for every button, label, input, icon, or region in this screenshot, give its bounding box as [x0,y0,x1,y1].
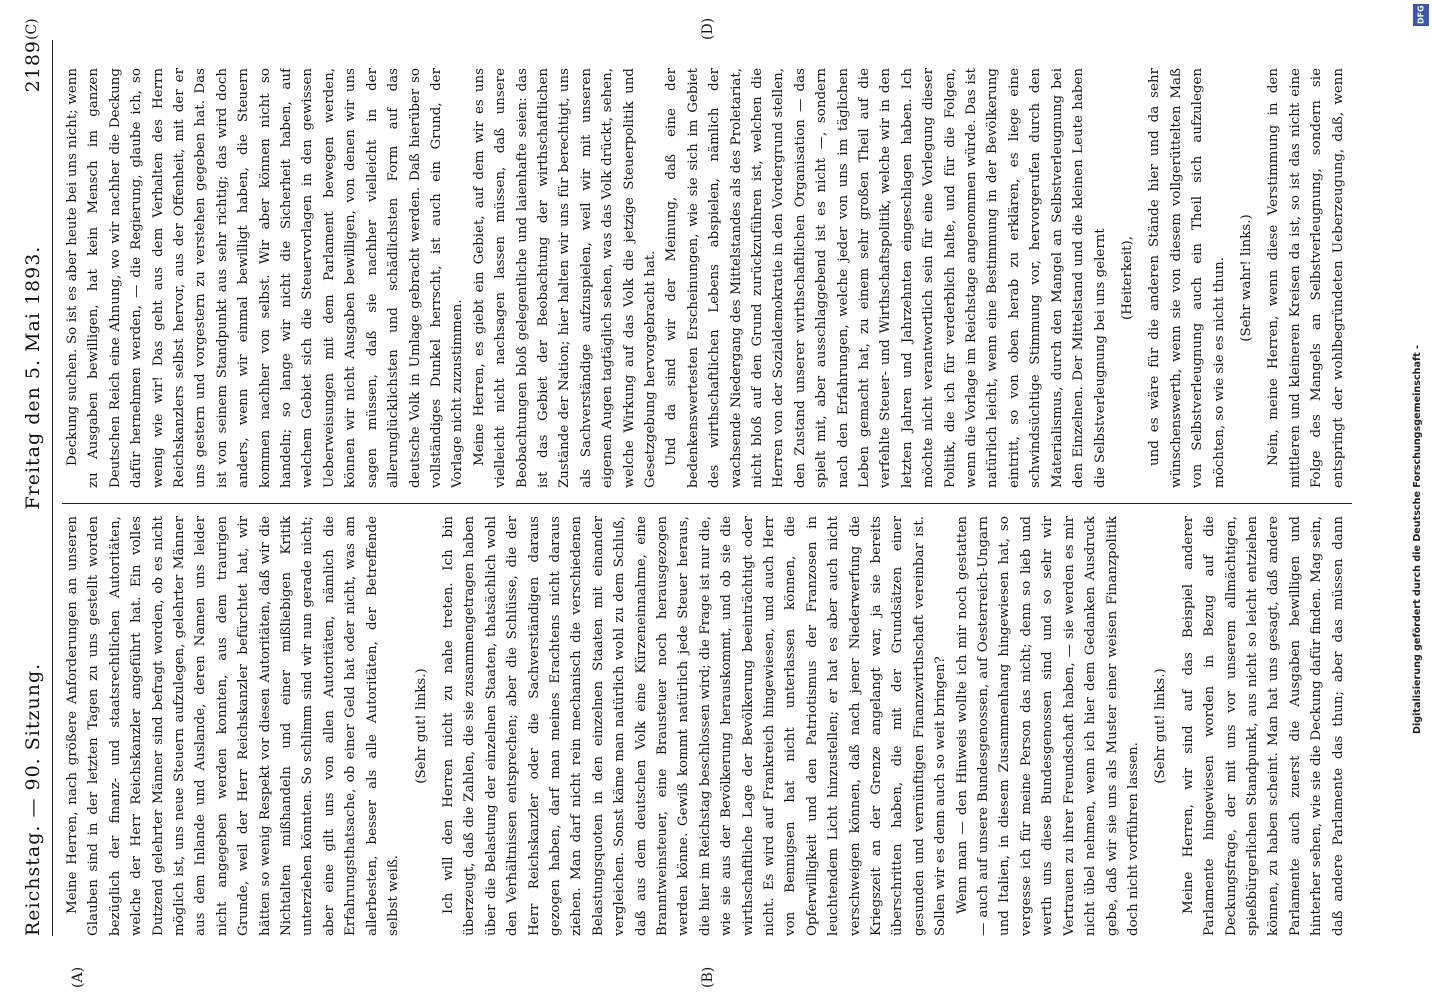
digitization-credit: Digitalisierung gefördert durch die Deutsche Forschungsgemeinschaft - [1412,344,1423,734]
paragraph: Wenn man — den Hinweis wollte ich mir noch gestatten — auch auf unsere Bundesgenossen, auf Oesterreich-Ungarn und Italien, in diesem Zusammenhang hingewiesen hat, so vergesse ich für meine Person das nicht; denn so lieb und werth uns diese Bundesgenossen sind und so sehr wir Vertrauen zu ihrer Freundschaft haben, — sie werden es mir nicht übel nehmen, wenn ich hier dem Gedanken Ausdruck gebe, daß wir sie uns als Muster einer weisen Finanzpolitik doch nicht vorführen lassen. [954,516,1141,936]
paragraph: Meine Herren, nach größere Anforderungen an unseren Glauben sind in der letzten Tagen zu uns gestellt worden bezüglich der finanz- und staatsrechtlichen Autoritäten, welche der Herr Reichskanzler angeführt hat. Ein volles Dutzend gelehrter Männer sind befragt worden, ob es nicht möglich ist, uns neue Steuern aufzulegen, gelehrter Männer aus dem Inlande und Auslande, deren Namen uns leider nicht angegeben werden konnten, aus dem traurigen Grunde, weil der Herr Reichskanzler befürchtet hat, wir hätten so wenig Respekt vor diesen Autoritäten, daß wir die Nichtalten mißhandeln und einer mißliebigen Kritik unterziehen könnten. So schlimm sind wir nun gerade nicht; aber eine gilt uns von allen Autoritäten, nämlich die Erfahrungsthatsache, ob einer Geld hat oder nicht, was am allerbesten, besser als alle Autoritäten, der Betreffende selbst weiß. [65,516,402,936]
dfg-logo: DFG [1413,4,1429,26]
margin-marker-b: (B) [700,966,716,988]
header-left: Reichstag. — 90. Sitzung. [22,662,44,936]
right-column [62,68,1352,488]
margin-marker-d: (D) [700,17,716,40]
interjection: (Sehr gut! links.) [413,668,429,784]
paragraph: Deckung suchen. So ist es aber heute bei uns nicht; wenn zu Ausgaben bewilligen, hat kein Mensch im ganzen Deutschen Reich eine Ahnung, wo wir nachher die Deckung dafür hernehmen werden, — die Regierung, glaube ich, so wenig wie wir! Das geht aus dem Verhalten des Herrn Reichskanzlers selbst hervor, aus der Offenheit, mit der er uns gestern und vorgestern zu verstehen gegeben hat. Das ist von seinem Standpunkt aus sehr richtig; das wird doch anders, wenn wir einmal bewilligt haben, die Steuern kommen nachher von selbst. Wir aber können nicht so handeln; so lange wir nicht die Sicherheit haben, auf welchem Gebiet sich die Steuervorlagen in den gewissen Ueberweisungen mit dem Parlament bewegen werden, können wir nicht Ausgaben bewilligen, von denen wir uns sagen müssen, daß sie nachher vielleicht in der allerunglücklichsten und schädlichsten Form auf das deutsche Volk in Umlage gebracht werden. Daß hierüber so vollständiges Dunkel herrscht, ist auch ein Grund, der Vorlage nicht zuzustimmen. [65,68,466,488]
column-divider [62,503,1352,504]
header-rule [52,40,53,936]
interjection: (Heiterkeit), [1119,236,1135,320]
paragraph: Meine Herren, es giebt ein Gebiet, auf dem wir es uns vielleicht nicht nachsagen lassen müssen, daß unsere Beobachtungen bloß gelegentliche und laienhafte seien: das ist das Gebiet der Beobachtung der wirthschaftlichen Zustände der Nation; hier halten wir uns für berechtigt, uns als Sachverständige aufzuspielen, weil wir mit unseren eigenen Augen tagtäglich sehen, was das Volk drückt, sehen, welche Wirkung auf das Volk die jetzige Steuerpolitik und Gesetzgebung hervorgebracht hat. [471,68,658,488]
paragraph: und es wäre für die anderen Stände hier und da sehr wünschenswerth, wenn sie von diesem vollgerüttelten Maß von Selbstverleugnung auch ein Theil sich aufzulegen möchten, so wie sie es nicht thun. [1147,68,1227,488]
margin-marker-a: (A) [70,966,86,988]
page-header [20,40,46,936]
paragraph: Meine Herren, wir sind auf das Beispiel anderer Parlamente hingewiesen worden in Bezug auf die Deckungsfrage, der mit uns vor unserem allmächtigen, spießbürgerlichen Standpunkt, aus nicht so leicht entziehen können, zu haben scheint. Man hat uns gesagt, daß andere Parlamente auch zuerst die Ausgaben bewilligen und hinterher sehen, wie sie die Deckung dafür finden. Mag sein, daß andere Parlamente das thun; aber das müssen dann [1180,516,1346,936]
paragraph: Ich will den Herren nicht zu nahe treten. Ich bin überzeugt, daß die Zahlen, die sie zusammengetragen haben über die Belastung der einzelnen Staaten, thatsächlich wohl den Verhältnissen entsprechen; aber die Schlüsse, die der Herr Reichskanzler oder die Sachverständigen daraus gezogen haben, darf man meines Erachtens nicht daraus ziehen. Man darf nicht rein mechanisch die verschiedenen Belastungsquoten in den einzelnen Staaten mit einander vergleichen. Sonst käme man natürlich wohl zu dem Schluß, daß aus dem deutschen Volk eine Kürzeneinnahme, eine Branntweinsteuer, eine Brausteuer noch herausgezogen werden könne. Gewiß kommt natürlich jede Steuer heraus, die hier im Reichstag beschlossen wird; die Frage ist nur die, wie sie aus der Bevölkerung herauskommt, und ob sie die wirthschaftliche Lage der Bevölkerung beeinträchtigt oder nicht. Es wird auf Frankreich hingewiesen, und auch Herr von Bennigsen hat nicht unterlassen können, die Opferwilligkeit und den Patriotismus der Franzosen in leuchtendem Licht hinzustellen; er hat es aber auch nicht verschweigen können, daß nach jener Niederwerfung die Kriegszeit an der Grenze angelangt war, ja sie bereits überschritten haben, die mit der Grundsätzen einer gesunden und vernünftigen Finanzwirthschaft vereinbar ist. Sollen wir es denn auch so weit bringen? [440,516,949,936]
paragraph: Nein, meine Herren, wenn diese Verstimmung in den mittleren und kleineren Kreisen da ist, so ist das nicht eine Folge des Mangels an Selbstverleugnung, sondern sie entspringt der wohlbegründeten Ueberzeugung, daß, wenn [1266,68,1346,488]
page-number: 2189 [22,40,44,93]
left-column [62,516,1352,936]
header-date: Freitag den 5. Mai 1893. [22,245,44,510]
interjection: (Sehr gut! links.) [1153,668,1169,784]
digitization-sidebar [1410,0,1432,1000]
interjection: (Sehr wahr! links.) [1238,214,1254,342]
paragraph: Und da sind wir der Meinung, daß eine der bedenkenswertesten Erscheinungen, wie sie sich im Gebiet des wirthschaftlichen Lebens abspielen, nämlich der wachsende Niedergang des Mittelstandes als des Proletariat, nicht bloß auf den Grund zurückzuführen ist, welchen die Herren von der Sozialdemokratie in den Vordergrund stellen, den Zustand unserer wirthschaftlichen Organisation — das spielt mit, aber ausschlaggebend ist es nicht —, sondern nach den Erfahrungen, welche jeder von uns im täglichen Leben gemacht hat, zu einem sehr großen Theil auf die verfehlte Steuer- und Wirthschaftspolitik, welche wir in den letzten Jahren und Jahrzehnten eingeschlagen haben. Ich möchte nicht verantwortlich sein für eine Vorlegung dieser Politik, die ich für verderblich halte, und für die Folgen, wenn die Vorlage im Reichstage angenommen würde. Das ist natürlich leicht, wenn eine Bestimmung in der Bevölkerung eintritt, so von oben herab zu erklären, es liege eine schwindsüchtige Stimmung vor, hervorgerufen durch den Materialismus, durch den Mangel an Selbstverleugnung bei den Einzelnen. Der Mittelstand und die kleinen Leute haben die Selbstverleugnung bei uns gelernt [664,68,1108,488]
margin-marker-c: (C) [24,18,40,40]
